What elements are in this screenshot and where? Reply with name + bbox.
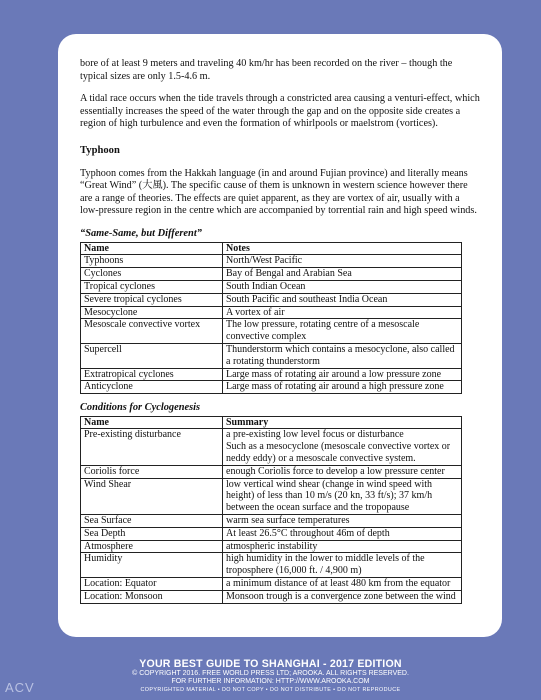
table-row — [81, 515, 462, 528]
table-cell-value: Monsoon trough is a convergence zone between the wind — [223, 590, 462, 603]
table-row — [81, 280, 462, 293]
table-row — [81, 368, 462, 381]
table-cell-name: Location: Monsoon — [81, 590, 223, 603]
table-cell-value: A vortex of air — [223, 306, 462, 319]
table-cell-name: Coriolis force — [81, 465, 223, 478]
footer-title: YOUR BEST GUIDE TO SHANGHAI - 2017 EDITION — [139, 658, 402, 670]
table-cell-name: Extratropical cyclones — [81, 368, 223, 381]
table1-body — [81, 255, 462, 394]
table-cell-name: Cyclones — [81, 268, 223, 281]
table-cell-value: Thunderstorm which contains a mesocyclone, also called a rotating thunderstorm — [223, 343, 462, 368]
table-cell-value: South Indian Ocean — [223, 280, 462, 293]
table1-header-name: Name — [81, 242, 223, 255]
table-row — [81, 255, 462, 268]
typhoon-paragraph: Typhoon comes from the Hakkah language (in and around Fujian province) and literally means “Great Wind” (大風). The specific cause of them is unknown in western science however there are a range of theories. The effects are quiet apparent, as they are vortex of air, usually with a low-pressure region in the centre which are accompanied by torrential rain and high speed winds. — [80, 167, 477, 217]
table-row — [81, 293, 462, 306]
footer-notice: COPYRIGHTED MATERIAL • DO NOT COPY • DO NOT DISTRIBUTE • DO NOT REPRODUCE — [140, 686, 401, 693]
footer-copyright: © COPYRIGHT 2016. FREE WORLD PRESS LTD; AROOKA. ALL RIGHTS RESERVED. — [132, 670, 409, 677]
table-cell-name: Tropical cyclones — [81, 280, 223, 293]
table2-header-summary: Summary — [223, 416, 462, 429]
table-cell-name: Typhoons — [81, 255, 223, 268]
table-row — [81, 553, 462, 578]
table2-header-name: Name — [81, 416, 223, 429]
table-row — [81, 429, 462, 465]
table-cell-value: Bay of Bengal and Arabian Sea — [223, 268, 462, 281]
typhoon-heading: Typhoon — [80, 144, 120, 156]
table-cell-value: atmospheric instability — [223, 540, 462, 553]
table-cell-value: high humidity in the lower to middle levels of the troposphere (16,000 ft. / 4,900 m) — [223, 553, 462, 578]
table-cell-value: Large mass of rotating air around a low pressure zone — [223, 368, 462, 381]
table-cell-value: At least 26.5°C throughout 46m of depth — [223, 527, 462, 540]
table-cell-name: Mesoscale convective vortex — [81, 319, 223, 344]
footer-info: FOR FURTHER INFORMATION: HTTP://WWW.AROOKA.COM — [171, 678, 370, 686]
table-row — [81, 465, 462, 478]
table-cell-name: Humidity — [81, 553, 223, 578]
table-row — [81, 319, 462, 344]
table-row — [81, 381, 462, 394]
table-row — [81, 578, 462, 591]
table-cell-value: a pre-existing low level focus or disturbance Such as a mesocyclone (mesoscale convective vortex or neddy eddy) or a mesoscale convective system. — [223, 429, 462, 465]
table-cell-value: Large mass of rotating air around a high pressure zone — [223, 381, 462, 394]
cyclone-names-table — [80, 242, 462, 395]
table1-header-notes: Notes — [223, 242, 462, 255]
table-cell-value: North/West Pacific — [223, 255, 462, 268]
table-cell-value: low vertical wind shear (change in wind speed with height) of less than 10 m/s (20 kn, 33 ft/s); 37 km/h between the ocean surface and the tropopause — [223, 478, 462, 514]
intro-paragraph-2: A tidal race occurs when the tide travels through a constricted area causing a venturi-effect, which essentially increases the speed of the water through the gap and on the opposite side creates a region of high turbulence and even the formation of whirlpools or maelstrom (vortices). — [80, 93, 480, 130]
intro-paragraph-1: bore of at least 9 meters and traveling 40 km/hr has been recorded on the river – though the typical sizes are only 1.5-4.6 m. — [80, 58, 453, 82]
table-header-row — [81, 416, 462, 429]
table2-body — [81, 429, 462, 603]
table-row — [81, 268, 462, 281]
table-cell-name: Mesocyclone — [81, 306, 223, 319]
page-content — [80, 58, 480, 612]
table-cell-value: a minimum distance of at least 480 km from the equator — [223, 578, 462, 591]
footer — [0, 658, 541, 694]
table-row — [81, 306, 462, 319]
table1-caption: “Same-Same, but Different” — [80, 227, 202, 239]
table-cell-value: South Pacific and southeast India Ocean — [223, 293, 462, 306]
table-row — [81, 343, 462, 368]
table-cell-name: Atmosphere — [81, 540, 223, 553]
table-row — [81, 540, 462, 553]
cyclogenesis-table — [80, 416, 462, 604]
table-cell-name: Location: Equator — [81, 578, 223, 591]
table-row — [81, 590, 462, 603]
table-cell-name: Wind Shear — [81, 478, 223, 514]
watermark-text: ACV — [5, 680, 35, 695]
table-header-row — [81, 242, 462, 255]
table-cell-value: The low pressure, rotating centre of a mesoscale convective complex — [223, 319, 462, 344]
table-row — [81, 478, 462, 514]
table-cell-name: Sea Surface — [81, 515, 223, 528]
table2-caption: Conditions for Cyclogenesis — [80, 402, 201, 414]
table-cell-name: Supercell — [81, 343, 223, 368]
table-cell-value: enough Coriolis force to develop a low pressure center — [223, 465, 462, 478]
table-cell-value: warm sea surface temperatures — [223, 515, 462, 528]
table-cell-name: Anticyclone — [81, 381, 223, 394]
table-cell-name: Severe tropical cyclones — [81, 293, 223, 306]
table-row — [81, 527, 462, 540]
document-page — [58, 34, 502, 637]
table-cell-name: Sea Depth — [81, 527, 223, 540]
table-cell-name: Pre-existing disturbance — [81, 429, 223, 465]
